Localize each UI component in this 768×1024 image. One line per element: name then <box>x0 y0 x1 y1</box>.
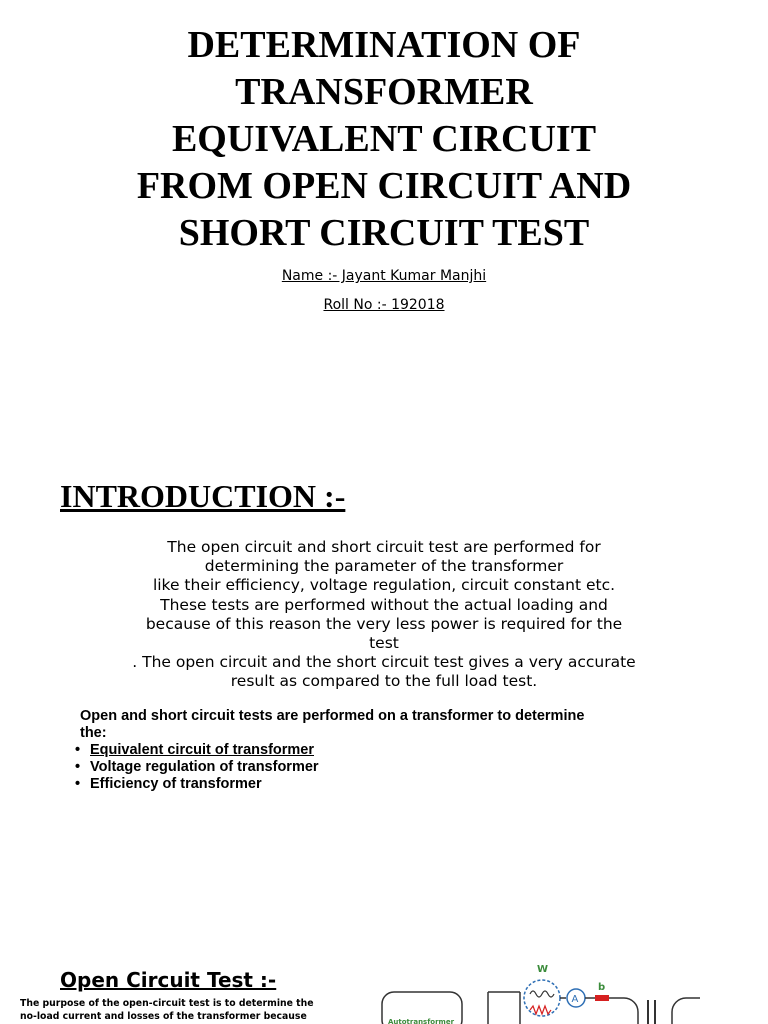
bullet-label: Equivalent circuit of transformer <box>90 742 314 758</box>
title-line: DETERMINATION OF <box>187 24 581 66</box>
open-circuit-slide <box>0 940 768 1024</box>
title-line: EQUIVALENT CIRCUIT <box>171 118 597 160</box>
oc-text-line: no-load current and losses of the transformer because <box>20 1010 307 1022</box>
tests-purpose-block <box>74 708 694 793</box>
introduction-heading: INTRODUCTION :- <box>60 478 346 514</box>
paragraph-line: because of this reason the very less power is required for the <box>145 614 623 633</box>
wattmeter-label: W <box>537 964 549 975</box>
tests-intro-line: the: <box>80 725 107 741</box>
roll-number: Roll No :- 192018 <box>323 297 445 313</box>
wattmeter-circle <box>524 980 560 1016</box>
probe-marker <box>595 995 609 1001</box>
paragraph-line: test <box>369 634 399 653</box>
title-line: SHORT CIRCUIT TEST <box>178 212 590 254</box>
author-name: Name :- Jayant Kumar Manjhi <box>281 268 487 284</box>
paragraph-line: These tests are performed without the actual loading and <box>160 595 608 614</box>
ammeter-label: A <box>571 994 579 1005</box>
bullet-item <box>74 759 694 776</box>
paragraph-line: The open circuit and short circuit test are performed for <box>167 538 601 556</box>
title-line: FROM OPEN CIRCUIT AND <box>136 165 632 207</box>
introduction-paragraph <box>84 538 684 692</box>
bullet-label: Voltage regulation of transformer <box>90 759 319 775</box>
bullet-item <box>74 742 694 759</box>
autotransformer-label: Autotransformer <box>388 1018 455 1024</box>
circuit-wire <box>672 998 700 1024</box>
open-circuit-text <box>20 998 314 1023</box>
open-circuit-diagram <box>380 958 710 1024</box>
paragraph-line: result as compared to the full load test. <box>230 672 538 691</box>
paragraph-line: determining the parameter of the transformer <box>204 557 564 576</box>
terminal-label: b <box>598 982 606 993</box>
open-circuit-heading: Open Circuit Test :- <box>60 968 277 992</box>
paragraph-line: . The open circuit and the short circuit test gives a very accurate <box>132 653 636 672</box>
introduction-slide <box>0 440 768 940</box>
tests-intro-line: Open and short circuit tests are performed on a transformer to determine <box>80 708 585 724</box>
bullet-label: Efficiency of transformer <box>90 776 262 792</box>
circuit-wire <box>488 992 520 1024</box>
paragraph-line: like their efficiency, voltage regulation, circuit constant etc. <box>152 576 616 595</box>
title-slide <box>0 0 768 440</box>
presentation-title <box>60 22 708 257</box>
title-line: TRANSFORMER <box>235 71 533 113</box>
tests-bullet-list <box>74 742 694 793</box>
resistor-symbol <box>530 1006 551 1014</box>
bullet-item <box>74 776 694 793</box>
oc-text-line: The purpose of the open-circuit test is to determine the <box>20 998 314 1009</box>
tests-intro-text <box>80 708 694 742</box>
wattmeter-coil <box>530 991 554 997</box>
circuit-wire <box>609 998 638 1024</box>
